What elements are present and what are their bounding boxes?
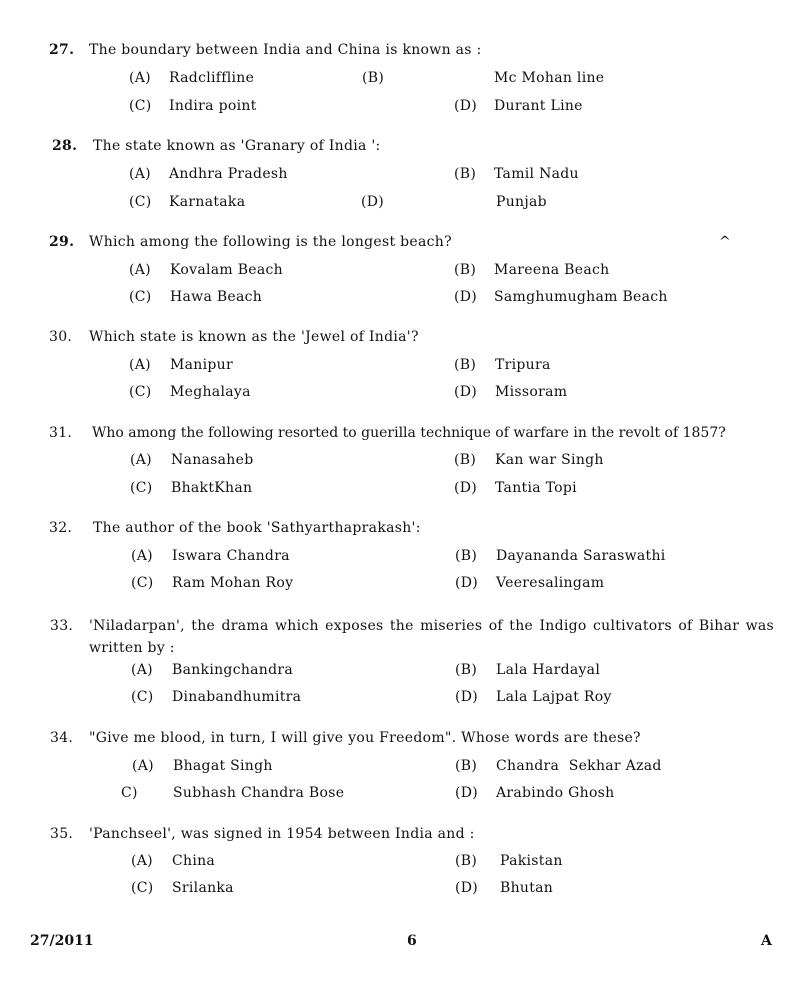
option-d-label: (D) <box>454 384 478 400</box>
option-c-label: (C) <box>131 880 154 896</box>
question-text: Which state is known as the 'Jewel of India'? <box>89 329 419 345</box>
option-d-text: Punjab <box>496 194 547 210</box>
question-text: Who among the following resorted to guerilla technique of warfare in the revolt of 1857? <box>92 425 726 441</box>
option-a-label: (A) <box>131 853 153 869</box>
option-b-text: Kan war Singh <box>495 452 604 468</box>
option-d-text: Lala Lajpat Roy <box>496 689 612 705</box>
option-b-label: (B) <box>455 758 478 774</box>
question-text: The author of the book 'Sathyarthaprakash': <box>93 520 421 536</box>
option-b-label: (B) <box>455 853 478 869</box>
question-text: 'Panchseel', was signed in 1954 between India and : <box>89 826 475 842</box>
series-letter: A <box>761 933 772 949</box>
option-c-label: (C) <box>129 194 152 210</box>
question-number: 30. <box>49 329 73 345</box>
option-c-text: Meghalaya <box>170 384 251 400</box>
option-b-text: Mc Mohan line <box>494 70 605 86</box>
option-a-text: Nanasaheb <box>171 452 254 468</box>
option-d-label: (D) <box>454 480 478 496</box>
option-d-label: (D) <box>454 289 478 305</box>
option-c-text: Indira point <box>169 98 257 114</box>
option-b-label: (B) <box>454 166 477 182</box>
question-text: Which among the following is the longest beach? <box>89 234 452 250</box>
question-number: 29. <box>49 234 75 250</box>
caret-mark: ^ <box>719 234 732 250</box>
question-number: 33. <box>50 618 74 634</box>
option-d-text: Bhutan <box>500 880 554 896</box>
question-text: The state known as 'Granary of India ': <box>93 138 381 154</box>
option-a-label: (A) <box>130 452 152 468</box>
question-number: 34. <box>50 730 74 746</box>
option-c-label: C) <box>121 785 138 801</box>
option-b-label: (B) <box>454 452 477 468</box>
option-d-text: Veeresalingam <box>496 575 605 591</box>
question-text: The boundary between India and China is known as : <box>89 42 482 58</box>
option-a-text: Bhagat Singh <box>173 758 273 774</box>
option-b-label: (B) <box>362 70 385 86</box>
option-a-text: Bankingchandra <box>172 662 294 678</box>
option-d-text: Tantia Topi <box>495 480 577 496</box>
option-c-label: (C) <box>130 480 153 496</box>
option-a-label: (A) <box>129 166 151 182</box>
option-c-text: Ram Mohan Roy <box>172 575 294 591</box>
option-b-label: (B) <box>455 662 478 678</box>
option-a-label: (A) <box>129 70 151 86</box>
option-b-text: Dayananda Saraswathi <box>496 548 666 564</box>
question-number: 31. <box>49 425 73 441</box>
option-b-text: Chandra Sekhar Azad <box>496 758 662 774</box>
question-number: 35. <box>50 826 74 842</box>
option-a-text: China <box>172 853 216 869</box>
option-d-label: (D) <box>455 575 479 591</box>
option-c-text: Srilanka <box>172 880 234 896</box>
option-b-text: Lala Hardayal <box>496 662 601 678</box>
option-b-text: Mareena Beach <box>494 262 610 278</box>
question-number: 27. <box>49 42 75 58</box>
option-a-label: (A) <box>129 262 151 278</box>
option-d-text: Arabindo Ghosh <box>496 785 615 801</box>
option-c-label: (C) <box>129 98 152 114</box>
option-a-text: Radcliffline <box>169 70 255 86</box>
option-a-text: Andhra Pradesh <box>169 166 288 182</box>
option-a-label: (A) <box>132 758 154 774</box>
question-number: 32. <box>49 520 73 536</box>
option-d-label: (D) <box>454 98 478 114</box>
option-b-label: (B) <box>454 357 477 373</box>
option-c-text: Karnataka <box>169 194 246 210</box>
option-d-text: Durant Line <box>494 98 583 114</box>
option-a-text: Manipur <box>170 357 233 373</box>
option-c-text: BhaktKhan <box>171 480 253 496</box>
option-b-text: Pakistan <box>500 853 563 869</box>
option-a-label: (A) <box>131 662 153 678</box>
option-c-label: (C) <box>131 689 154 705</box>
option-d-label: (D) <box>455 785 479 801</box>
question-text: "Give me blood, in turn, I will give you Freedom". Whose words are these? <box>89 730 641 746</box>
option-d-text: Missoram <box>495 384 568 400</box>
option-b-label: (B) <box>455 548 478 564</box>
option-d-label: (D) <box>455 689 479 705</box>
option-d-label: (D) <box>361 194 385 210</box>
question-text: 'Niladarpan', the drama which exposes the miseries of the Indigo cultivators of Bihar was written by : <box>89 618 774 656</box>
option-c-label: (C) <box>131 575 154 591</box>
paper-code: 27/2011 <box>30 933 94 949</box>
option-b-text: Tamil Nadu <box>494 166 579 182</box>
page-number: 6 <box>407 933 417 949</box>
option-c-text: Hawa Beach <box>170 289 263 305</box>
option-b-text: Tripura <box>495 357 551 373</box>
option-a-text: Iswara Chandra <box>172 548 290 564</box>
option-a-label: (A) <box>131 548 153 564</box>
option-a-text: Kovalam Beach <box>170 262 283 278</box>
option-c-label: (C) <box>129 384 152 400</box>
option-b-label: (B) <box>454 262 477 278</box>
option-d-text: Samghumugham Beach <box>494 289 668 305</box>
option-c-label: (C) <box>129 289 152 305</box>
option-a-label: (A) <box>129 357 151 373</box>
option-d-label: (D) <box>455 880 479 896</box>
question-number: 28. <box>52 138 78 154</box>
option-c-text: Dinabandhumitra <box>172 689 302 705</box>
option-c-text: Subhash Chandra Bose <box>173 785 345 801</box>
